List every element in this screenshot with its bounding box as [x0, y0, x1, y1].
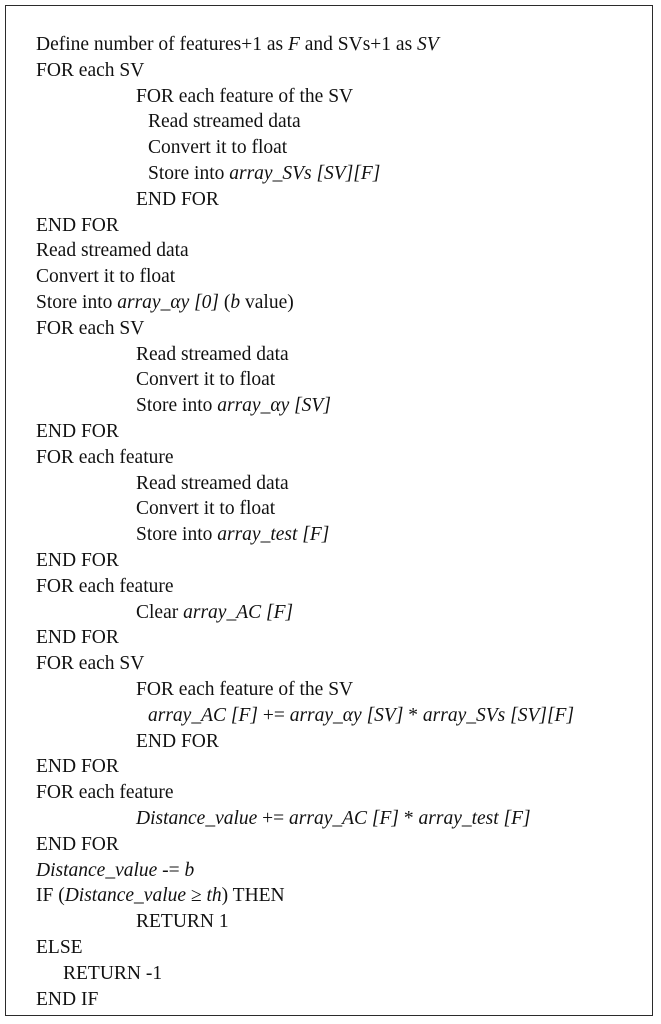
code-line: [36, 264, 175, 290]
code-text: END FOR: [36, 214, 119, 236]
code-line: [36, 316, 144, 342]
code-text: FOR each feature of the SV: [136, 85, 354, 107]
code-text: FOR each SV: [36, 59, 145, 81]
code-line: [36, 651, 144, 677]
code-text: END IF: [36, 988, 99, 1010]
code-line: [148, 135, 287, 161]
code-text: END FOR: [36, 550, 119, 571]
code-text: Read streamed data: [148, 111, 301, 133]
code-text: value): [240, 292, 294, 313]
code-line: [36, 987, 98, 1013]
code-text: END FOR: [136, 188, 219, 210]
code-identifier: array_SVs [SV][F]: [229, 163, 381, 184]
code-line: [136, 496, 275, 522]
code-text: Read streamed data: [136, 343, 289, 365]
code-text: END FOR: [36, 756, 119, 778]
code-text: Define number of features+1 as: [36, 34, 288, 55]
code-line: [36, 935, 83, 961]
code-text: Clear: [136, 601, 184, 623]
code-text: *: [399, 808, 419, 829]
code-line: [136, 522, 329, 548]
code-text: FOR each SV: [36, 653, 145, 675]
code-text: and SVs+1 as: [299, 34, 418, 55]
code-identifier: th: [206, 885, 222, 907]
code-line: [136, 393, 331, 419]
code-identifier: Distance_value: [64, 885, 187, 907]
code-line: [136, 187, 219, 213]
code-text: RETURN 1: [136, 911, 229, 933]
code-identifier: b: [184, 859, 195, 881]
code-text: (: [219, 292, 231, 313]
code-line: [36, 32, 439, 58]
code-line: [36, 754, 119, 780]
code-line: [148, 703, 574, 729]
code-line: [36, 574, 174, 600]
code-line: [136, 806, 531, 832]
code-line: [136, 471, 289, 497]
code-line: [136, 909, 229, 935]
code-identifier: b: [230, 292, 241, 313]
code-line: [136, 677, 353, 703]
code-text: ) THEN: [221, 885, 285, 907]
code-text: FOR each feature of the SV: [136, 679, 354, 700]
code-text: Convert it to float: [148, 137, 288, 159]
code-text: END FOR: [36, 833, 119, 855]
code-identifier: F: [287, 34, 300, 55]
code-line: [148, 161, 380, 187]
code-line: [36, 832, 119, 858]
code-text: RETURN -1: [63, 962, 163, 984]
code-line: [136, 84, 353, 110]
code-text: FOR each SV: [36, 317, 145, 339]
code-identifier: array_αy [0]: [117, 292, 220, 313]
code-line: [136, 342, 289, 368]
code-text: Store into: [136, 395, 218, 417]
code-line: [36, 238, 189, 264]
code-text: Read streamed data: [36, 240, 189, 262]
code-text: +=: [257, 808, 290, 829]
code-text: -=: [157, 859, 185, 881]
code-line: [36, 445, 174, 471]
algorithm-box: [5, 5, 653, 1016]
code-text: Store into: [36, 292, 118, 313]
code-identifier: array_test [F]: [418, 808, 531, 829]
code-identifier: array_SVs [SV][F]: [422, 704, 575, 726]
code-line: [136, 367, 275, 393]
code-text: ELSE: [36, 937, 83, 958]
code-line: [136, 600, 293, 626]
code-line: [36, 780, 174, 806]
code-text: IF (: [36, 885, 65, 907]
code-line: [136, 729, 219, 755]
code-text: Convert it to float: [36, 266, 176, 288]
code-text: Store into: [148, 163, 230, 184]
code-text: +=: [257, 704, 290, 726]
code-text: FOR each feature: [36, 575, 174, 597]
code-identifier: Distance_value: [136, 808, 258, 829]
code-identifier: Distance_value: [36, 859, 158, 881]
code-text: ≥: [186, 885, 207, 907]
code-text: END FOR: [136, 730, 219, 752]
code-text: END FOR: [36, 627, 119, 649]
code-text: Convert it to float: [136, 498, 276, 520]
code-line: [63, 961, 162, 987]
code-line: [36, 548, 119, 574]
code-line: [36, 419, 119, 445]
code-line: [36, 290, 294, 316]
code-text: END FOR: [36, 421, 119, 442]
code-text: FOR each feature: [36, 446, 174, 468]
code-text: Store into: [136, 524, 218, 546]
code-identifier: array_AC [F]: [183, 601, 294, 623]
code-line: [36, 213, 119, 239]
code-line: [36, 858, 194, 884]
code-identifier: SV: [417, 34, 439, 55]
code-text: Read streamed data: [136, 472, 289, 494]
code-line: [36, 58, 144, 84]
code-identifier: array_αy [SV]: [289, 704, 404, 726]
code-line: [36, 625, 119, 651]
code-line: [36, 883, 285, 909]
code-identifier: array_AC [F]: [148, 704, 258, 726]
code-line: [148, 109, 301, 135]
code-identifier: array_test [F]: [217, 524, 330, 546]
code-identifier: array_AC [F]: [289, 808, 400, 829]
code-identifier: array_αy [SV]: [217, 395, 331, 417]
code-text: Convert it to float: [136, 369, 276, 391]
code-text: *: [403, 704, 423, 726]
code-text: FOR each feature: [36, 782, 174, 804]
